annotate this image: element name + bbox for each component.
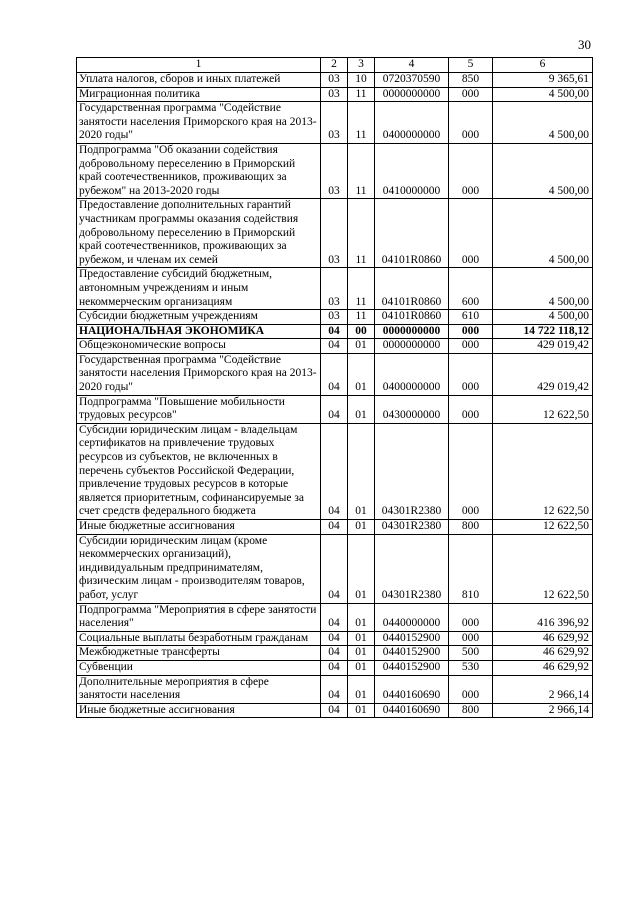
subsection-code: 01: [348, 703, 375, 718]
expense-type-code: 610: [449, 310, 493, 325]
table-row: [77, 268, 593, 310]
expense-type-code: 000: [449, 353, 493, 395]
section-code: 04: [321, 631, 348, 646]
section-code: 03: [321, 102, 348, 144]
amount: 4 500,00: [493, 102, 593, 144]
expense-type-code: 500: [449, 646, 493, 661]
amount: 4 500,00: [493, 87, 593, 102]
expense-type-code: 000: [449, 423, 493, 519]
amount: 12 622,50: [493, 534, 593, 603]
subsection-code: 10: [348, 73, 375, 88]
subsection-code: 01: [348, 520, 375, 535]
target-article-code: 04301R2380: [375, 423, 449, 519]
subsection-code: 11: [348, 102, 375, 144]
item-name: Иные бюджетные ассигнования: [77, 520, 321, 535]
item-name: Социальные выплаты безработным гражданам: [77, 631, 321, 646]
item-name: Государственная программа "Содействие занятости населения Приморского края на 2013-2020 годы": [77, 102, 321, 144]
target-article-code: 04301R2380: [375, 534, 449, 603]
subsection-code: 00: [348, 324, 375, 339]
table-row: [77, 310, 593, 325]
target-article-code: 0410000000: [375, 143, 449, 198]
amount: 2 966,14: [493, 703, 593, 718]
target-article-code: 04301R2380: [375, 520, 449, 535]
table-body: [77, 58, 593, 718]
target-article-code: 0440160690: [375, 703, 449, 718]
page-number: 30: [578, 37, 591, 52]
amount: 12 622,50: [493, 395, 593, 423]
table-row: [77, 73, 593, 88]
table-row: [77, 675, 593, 703]
section-code: 03: [321, 199, 348, 268]
amount: 416 396,92: [493, 603, 593, 631]
item-name: Межбюджетные трансферты: [77, 646, 321, 661]
table-row: [77, 199, 593, 268]
item-name: Подпрограмма "Мероприятия в сфере занятости населения": [77, 603, 321, 631]
target-article-code: 0440152900: [375, 631, 449, 646]
subsection-code: 01: [348, 603, 375, 631]
subsection-code: 01: [348, 660, 375, 675]
target-article-code: 0720370590: [375, 73, 449, 88]
subsection-code: 01: [348, 423, 375, 519]
section-code: 03: [321, 73, 348, 88]
item-name: Государственная программа "Содействие занятости населения Приморского края на 2013-2020 годы": [77, 353, 321, 395]
header-cell: 4: [375, 58, 449, 73]
header-cell: 3: [348, 58, 375, 73]
target-article-code: 04101R0860: [375, 268, 449, 310]
amount: 46 629,92: [493, 646, 593, 661]
table-row: [77, 102, 593, 144]
amount: 429 019,42: [493, 339, 593, 354]
table-row: [77, 395, 593, 423]
section-code: 04: [321, 646, 348, 661]
table-header-row: [77, 58, 593, 73]
amount: 9 365,61: [493, 73, 593, 88]
amount: 12 622,50: [493, 520, 593, 535]
amount: 4 500,00: [493, 310, 593, 325]
subsection-code: 01: [348, 646, 375, 661]
table-row: [77, 703, 593, 718]
subsection-code: 01: [348, 395, 375, 423]
table-row: [77, 143, 593, 198]
item-name: Предоставление субсидий бюджетным, автономным учреждениям и иным некоммерческим организациям: [77, 268, 321, 310]
expense-type-code: 000: [449, 102, 493, 144]
item-name: Дополнительные мероприятия в сфере занятости населения: [77, 675, 321, 703]
subsection-code: 11: [348, 268, 375, 310]
item-name: Иные бюджетные ассигнования: [77, 703, 321, 718]
target-article-code: 0400000000: [375, 102, 449, 144]
section-code: 04: [321, 395, 348, 423]
section-code: 03: [321, 87, 348, 102]
section-code: 04: [321, 603, 348, 631]
item-name: Общеэкономические вопросы: [77, 339, 321, 354]
item-name: Подпрограмма "Об оказании содействия добровольному переселению в Приморский край соотечественников, проживающих за рубежом" на 2013-2020 годы: [77, 143, 321, 198]
section-code: 04: [321, 534, 348, 603]
amount: 14 722 118,12: [493, 324, 593, 339]
subsection-code: 01: [348, 675, 375, 703]
target-article-code: 0000000000: [375, 324, 449, 339]
expense-type-code: 000: [449, 339, 493, 354]
table-row: [77, 324, 593, 339]
section-code: 04: [321, 703, 348, 718]
expense-type-code: 000: [449, 143, 493, 198]
subsection-code: 01: [348, 353, 375, 395]
target-article-code: 04101R0860: [375, 199, 449, 268]
item-name: Субвенции: [77, 660, 321, 675]
subsection-code: 11: [348, 310, 375, 325]
section-code: 03: [321, 310, 348, 325]
subsection-code: 01: [348, 534, 375, 603]
table-row: [77, 660, 593, 675]
section-code: 04: [321, 520, 348, 535]
item-name: Субсидии юридическим лицам - владельцам сертификатов на привлечение трудовых ресурсов из субъектов, не включенных в перечень субъектов Российской Федерации, привлечение трудовых ресурсов в которые является приоритетным, софинансируемые за счет средств федерального бюджета: [77, 423, 321, 519]
target-article-code: 0440160690: [375, 675, 449, 703]
amount: 4 500,00: [493, 143, 593, 198]
section-code: 04: [321, 324, 348, 339]
target-article-code: 0440000000: [375, 603, 449, 631]
expense-type-code: 000: [449, 199, 493, 268]
amount: 2 966,14: [493, 675, 593, 703]
expense-type-code: 850: [449, 73, 493, 88]
section-code: 03: [321, 268, 348, 310]
item-name: НАЦИОНАЛЬНАЯ ЭКОНОМИКА: [77, 324, 321, 339]
target-article-code: 0000000000: [375, 87, 449, 102]
expense-type-code: 000: [449, 631, 493, 646]
section-code: 04: [321, 660, 348, 675]
expense-type-code: 000: [449, 603, 493, 631]
expense-type-code: 810: [449, 534, 493, 603]
item-name: Субсидии юридическим лицам (кроме некоммерческих организаций), индивидуальным предпринимателям, физическим лицам - производителям товаров, работ, услуг: [77, 534, 321, 603]
subsection-code: 01: [348, 631, 375, 646]
target-article-code: 0440152900: [375, 660, 449, 675]
subsection-code: 11: [348, 199, 375, 268]
amount: 12 622,50: [493, 423, 593, 519]
target-article-code: 0440152900: [375, 646, 449, 661]
amount: 429 019,42: [493, 353, 593, 395]
target-article-code: 0400000000: [375, 353, 449, 395]
table-row: [77, 353, 593, 395]
header-cell: 5: [449, 58, 493, 73]
table-row: [77, 520, 593, 535]
table-row: [77, 339, 593, 354]
section-code: 04: [321, 339, 348, 354]
budget-table: [76, 57, 593, 718]
table-row: [77, 87, 593, 102]
header-cell: 6: [493, 58, 593, 73]
item-name: Предоставление дополнительных гарантий участникам программы оказания содействия добровольному переселению в Приморский край соотечественников, проживающих за рубежом, и членам их семей: [77, 199, 321, 268]
item-name: Субсидии бюджетным учреждениям: [77, 310, 321, 325]
expense-type-code: 530: [449, 660, 493, 675]
expense-type-code: 000: [449, 675, 493, 703]
item-name: Подпрограмма "Повышение мобильности трудовых ресурсов": [77, 395, 321, 423]
expense-type-code: 800: [449, 520, 493, 535]
header-cell: 2: [321, 58, 348, 73]
table-row: [77, 423, 593, 519]
expense-type-code: 600: [449, 268, 493, 310]
table-row: [77, 631, 593, 646]
amount: 46 629,92: [493, 660, 593, 675]
target-article-code: 04101R0860: [375, 310, 449, 325]
subsection-code: 11: [348, 87, 375, 102]
expense-type-code: 000: [449, 324, 493, 339]
table-row: [77, 534, 593, 603]
target-article-code: 0430000000: [375, 395, 449, 423]
expense-type-code: 000: [449, 395, 493, 423]
section-code: 04: [321, 353, 348, 395]
amount: 4 500,00: [493, 199, 593, 268]
item-name: Уплата налогов, сборов и иных платежей: [77, 73, 321, 88]
amount: 4 500,00: [493, 268, 593, 310]
subsection-code: 01: [348, 339, 375, 354]
section-code: 03: [321, 143, 348, 198]
section-code: 04: [321, 423, 348, 519]
header-cell: 1: [77, 58, 321, 73]
amount: 46 629,92: [493, 631, 593, 646]
target-article-code: 0000000000: [375, 339, 449, 354]
section-code: 04: [321, 675, 348, 703]
table-row: [77, 603, 593, 631]
table-row: [77, 646, 593, 661]
expense-type-code: 800: [449, 703, 493, 718]
expense-type-code: 000: [449, 87, 493, 102]
item-name: Миграционная политика: [77, 87, 321, 102]
subsection-code: 11: [348, 143, 375, 198]
